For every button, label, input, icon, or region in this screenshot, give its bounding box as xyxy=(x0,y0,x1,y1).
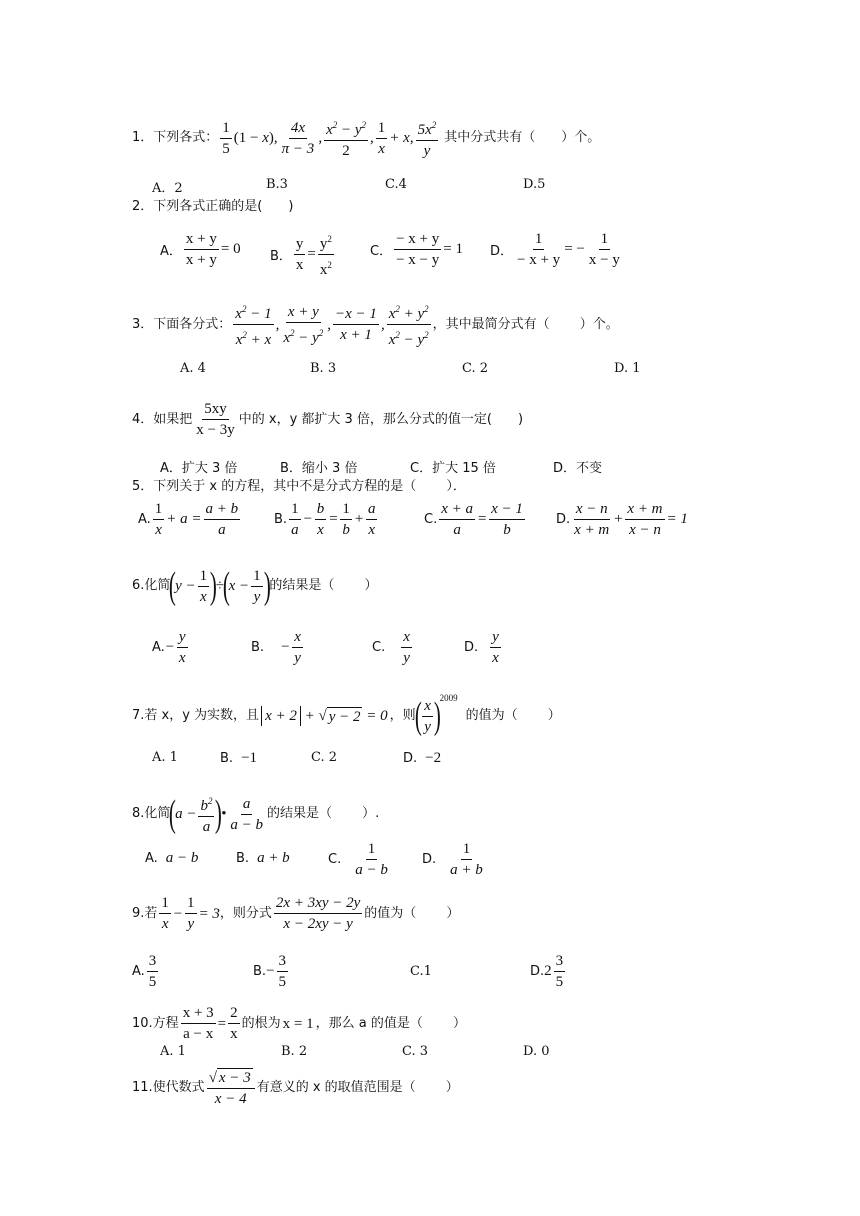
q8-option-c[interactable] xyxy=(328,840,392,879)
q11-expression: $\frac{√ x - 3}{x - 4}$ xyxy=(205,1068,257,1108)
q2-option-b[interactable] xyxy=(270,230,336,279)
q8-tail: 的结果是（ ）. xyxy=(266,806,380,821)
q8-option-d-label: D. xyxy=(422,852,437,867)
q5-option-a-formula: $\frac{1}{x}$ + a = $\frac{a + b}{a}$ xyxy=(154,501,239,538)
q8-option-d-formula: $\frac{1}{a + b}$ xyxy=(450,841,483,878)
q6-option-b[interactable] xyxy=(251,628,305,667)
q8-option-d[interactable] xyxy=(422,840,487,879)
q7-condition: x + 2 + √ y − 2 = 0 xyxy=(261,706,388,726)
q3-option-c[interactable]: C. 2 xyxy=(462,361,489,376)
question-8 xyxy=(132,792,379,836)
q8-option-b-formula: a + b xyxy=(257,850,290,866)
q6-expression: ( y − $\frac{1}{x}$ ) ÷ ( x − $\frac{1}{y}$ ) xyxy=(169,565,271,607)
question-1 xyxy=(132,116,600,160)
q7-option-d-label: D. xyxy=(403,751,418,766)
q4-fraction: $\frac{5xy}{x - 3y}$ xyxy=(196,401,235,438)
q5-option-d[interactable] xyxy=(556,500,688,539)
q3-tail: ，其中最简分式有（ ）个。 xyxy=(432,316,619,332)
q9-option-d[interactable] xyxy=(530,952,567,991)
q5-option-b[interactable] xyxy=(274,500,379,539)
q1-expressions: $\frac{1}{5}$ (1 − x), $\frac{4x}{\pi - 3}$ , $\frac{x^2 - y^2}{2}$ , $\frac{1}{x}$ + x, $\frac{5x^2}{y}$ xyxy=(218,116,440,160)
q5-option-c-label: C. xyxy=(424,512,438,527)
q6-option-d-formula: $\frac{y}{x}$ xyxy=(492,629,499,666)
q9-option-a-formula: $\frac{3}{5}$ xyxy=(148,953,157,990)
q2-option-d-label: D． xyxy=(490,244,514,259)
q9-option-a-label: A. xyxy=(132,964,145,979)
q8-expression: ( a − $\frac{b^2}{a}$ ) • $\frac{a}{a - b}$ xyxy=(169,793,263,835)
q6-option-b-label: B. xyxy=(251,640,265,655)
q9-fraction: $\frac{2x + 3xy - 2y}{x - 2xy - y}$ xyxy=(275,895,361,932)
question-11 xyxy=(132,1068,459,1108)
q7-option-d-value: −2 xyxy=(425,750,442,766)
q4-option-d[interactable]: D．不变 xyxy=(553,461,603,476)
q8-number: 8.化简 xyxy=(132,806,171,821)
q6-tail: 的结果是（ ） xyxy=(269,578,378,593)
q8-option-c-formula: $\frac{1}{a - b}$ xyxy=(355,841,388,878)
q1-tail: 其中分式共有（ ）个。 xyxy=(444,130,601,145)
q8-option-b-label: B. xyxy=(236,851,250,866)
q2-option-c-label: C． xyxy=(370,244,393,259)
q6-option-c[interactable] xyxy=(372,628,414,667)
q9-option-b-label: B. xyxy=(253,964,267,979)
q11-number: 11.使代数式 xyxy=(132,1080,205,1095)
q5-option-b-label: B. xyxy=(274,512,288,527)
q7-option-b[interactable] xyxy=(220,750,257,767)
q6-option-a[interactable] xyxy=(152,628,190,667)
q9-option-b-formula: − $\frac{3}{5}$ xyxy=(266,953,287,990)
question-10 xyxy=(132,1004,466,1043)
q5-option-a[interactable] xyxy=(138,500,242,539)
q6-option-c-formula: $\frac{x}{y}$ xyxy=(403,629,410,666)
q10-option-a[interactable]: A. 1 xyxy=(160,1044,186,1059)
q2-option-a-formula: $\frac{x + y}{x + y}$ = 0 xyxy=(185,231,241,268)
q10-mid: 的根为 xyxy=(241,1015,281,1031)
q3-option-b[interactable]: B. 3 xyxy=(310,361,337,376)
question-9 xyxy=(132,894,459,933)
q8-option-a[interactable] xyxy=(145,850,198,867)
q5-option-a-label: A. xyxy=(138,512,151,527)
q5-option-d-label: D. xyxy=(556,512,571,527)
q8-option-a-label: A. xyxy=(145,851,158,866)
q9-tail: 的值为（ ） xyxy=(364,905,460,921)
q10-tail: ，那么 a 的值是（ ） xyxy=(315,1015,466,1031)
q10-root: x = 1 xyxy=(282,1015,314,1032)
q7-mid: ，则 xyxy=(389,708,416,723)
q10-option-b[interactable]: B. 2 xyxy=(281,1044,308,1059)
q2-option-d[interactable] xyxy=(490,230,624,269)
q11-tail: 有意义的 x 的取值范围是（ ） xyxy=(256,1080,459,1095)
q10-number: 10.方程 xyxy=(132,1015,179,1031)
q3-number: 3．下面各分式： xyxy=(132,316,232,332)
q9-option-a[interactable] xyxy=(132,952,160,991)
q8-option-a-formula: a − b xyxy=(165,850,199,866)
q2-option-b-label: B． xyxy=(270,249,292,264)
q5-option-d-formula: $\frac{x - n}{x + m}$ + $\frac{x + m}{x - n}$ = 1 xyxy=(574,501,688,538)
q7-power: ( $\frac{x}{y}$ ) 2009 xyxy=(416,696,458,736)
q9-condition: $\frac{1}{x}$ − $\frac{1}{y}$ = 3 xyxy=(161,895,220,932)
q4-number: 4．如果把 xyxy=(132,411,193,427)
q3-option-a[interactable]: A. 4 xyxy=(180,361,206,376)
q6-number: 6.化简 xyxy=(132,578,171,593)
q1-option-c[interactable]: C.4 xyxy=(385,177,407,192)
q7-option-a[interactable]: A. 1 xyxy=(152,750,178,765)
q8-option-b[interactable] xyxy=(236,850,290,867)
q4-tail: 中的 x，y 都扩大 3 倍，那么分式的值一定( ) xyxy=(238,411,524,427)
question-3 xyxy=(132,300,619,349)
q7-tail: 的值为（ ） xyxy=(465,708,561,723)
q7-option-b-value: −1 xyxy=(241,750,258,766)
q8-option-c-label: C. xyxy=(328,852,342,867)
q6-option-a-label: A. xyxy=(152,640,165,655)
q10-option-d[interactable]: D. 0 xyxy=(523,1044,550,1059)
q6-option-a-formula: − $\frac{y}{x}$ xyxy=(164,629,186,666)
q1-option-d[interactable]: D.5 xyxy=(523,177,546,192)
q3-expressions: $\frac{x^2 - 1}{x^2 + x}$ , $\frac{x + y}{x^2 - y^2}$ , $\frac{-x - 1}{x + 1}$ , $\frac{x^2 + y^2}{x^2 - y^2}$ xyxy=(231,300,432,349)
q9-option-d-formula: 2 $\frac{3}{5}$ xyxy=(544,953,564,990)
q2-option-c[interactable] xyxy=(370,230,463,269)
q6-option-d-label: D. xyxy=(464,640,479,655)
q9-number: 9.若 xyxy=(132,905,158,921)
q4-option-c[interactable]: C．扩大 15 倍 xyxy=(410,461,496,476)
q9-option-b[interactable] xyxy=(253,952,290,991)
q9-option-c[interactable]: C.1 xyxy=(410,964,432,979)
q10-equation: $\frac{x + 3}{a - x}$ = $\frac{2}{x}$ xyxy=(182,1005,238,1042)
q7-option-b-label: B. xyxy=(220,751,234,766)
q10-option-c[interactable]: C. 3 xyxy=(402,1044,429,1059)
q2-option-d-formula: $\frac{1}{- x + y}$ = − $\frac{1}{x - y}$ xyxy=(517,231,620,268)
q2-option-a[interactable] xyxy=(160,230,241,269)
q2-option-a-label: A． xyxy=(160,244,182,259)
q9-option-d-label: D. xyxy=(530,964,545,979)
q4-option-b[interactable]: B．缩小 3 倍 xyxy=(280,461,358,476)
q2-option-c-formula: $\frac{- x + y}{- x - y}$ = 1 xyxy=(396,231,463,268)
q7-exponent: 2009 xyxy=(439,693,458,703)
q6-option-d[interactable] xyxy=(464,628,503,667)
q1-option-a[interactable]: A．2 xyxy=(152,181,183,196)
q5-option-b-formula: $\frac{1}{a}$ − $\frac{b}{x}$ = $\frac{1}{b}$ + $\frac{a}{x}$ xyxy=(291,501,376,538)
q6-option-c-label: C. xyxy=(372,640,386,655)
q1-number: 1．下列各式： xyxy=(132,130,219,145)
q5-option-c[interactable] xyxy=(424,500,527,539)
q9-mid: ，则分式 xyxy=(219,905,272,921)
q5-option-c-formula: $\frac{x + a}{a}$ = $\frac{x - 1}{b}$ xyxy=(441,501,523,538)
question-5-stem: 5．下列关于 x 的方程，其中不是分式方程的是（ ）． xyxy=(132,479,466,494)
question-7 xyxy=(132,693,561,737)
q7-option-d[interactable] xyxy=(403,750,441,767)
q7-number: 7.若 x，y 为实数，且 xyxy=(132,708,260,723)
q7-option-c[interactable]: C. 2 xyxy=(311,750,338,765)
q2-option-b-formula: $\frac{y}{x}$ = $\frac{y^2}{x^2}$ xyxy=(292,230,336,279)
question-6 xyxy=(132,566,377,606)
q3-option-d[interactable]: D. 1 xyxy=(614,361,641,376)
q1-option-b[interactable]: B.3 xyxy=(266,177,288,192)
q6-option-b-formula: − $\frac{x}{y}$ xyxy=(280,629,301,666)
question-4 xyxy=(132,400,523,439)
q4-option-a[interactable]: A．扩大 3 倍 xyxy=(160,461,238,476)
question-2-stem: 2．下列各式正确的是( ) xyxy=(132,199,294,214)
